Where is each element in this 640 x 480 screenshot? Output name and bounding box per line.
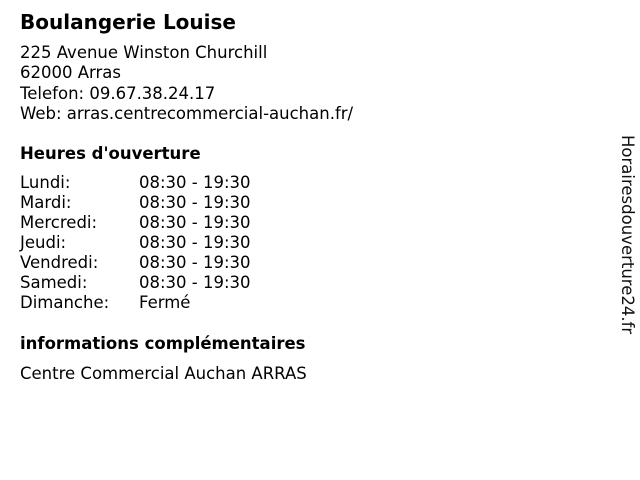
hours-row-saturday xyxy=(20,273,251,293)
street-address: 225 Avenue Winston Churchill xyxy=(20,43,268,62)
hours-value: 08:30 - 19:30 xyxy=(139,173,251,192)
hours-row-wednesday xyxy=(20,213,251,233)
hours-row-friday xyxy=(20,253,251,273)
watermark-text: Horairesdouverture24.fr xyxy=(618,135,637,335)
hours-value: 08:30 - 19:30 xyxy=(139,193,251,212)
additional-info-text: Centre Commercial Auchan ARRAS xyxy=(20,364,307,383)
business-name: Boulangerie Louise xyxy=(20,10,236,34)
address-block xyxy=(20,43,353,124)
day-label: Jeudi: xyxy=(20,233,67,252)
hours-value: 08:30 - 19:30 xyxy=(139,253,251,272)
day-label: Samedi: xyxy=(20,273,88,292)
website-link[interactable]: Web: arras.centrecommercial-auchan.fr/ xyxy=(20,103,354,123)
day-label: Dimanche: xyxy=(20,293,110,312)
hours-row-tuesday xyxy=(20,193,251,213)
hours-value: 08:30 - 19:30 xyxy=(139,273,251,292)
additional-info-heading: informations complémentaires xyxy=(20,334,306,353)
hours-row-thursday xyxy=(20,233,251,253)
hours-row-sunday xyxy=(20,293,251,313)
day-label: Mercredi: xyxy=(20,213,98,232)
opening-hours-table xyxy=(20,173,251,313)
day-label: Lundi: xyxy=(20,173,71,192)
hours-row-monday xyxy=(20,173,251,193)
hours-value: Fermé xyxy=(139,293,191,312)
phone-number[interactable]: Telefon: 09.67.38.24.17 xyxy=(20,83,216,103)
city-postal: 62000 Arras xyxy=(20,63,122,83)
opening-hours-heading: Heures d'ouverture xyxy=(20,144,201,163)
day-label: Vendredi: xyxy=(20,253,99,272)
day-label: Mardi: xyxy=(20,193,72,212)
site-watermark xyxy=(612,135,640,375)
hours-value: 08:30 - 19:30 xyxy=(139,213,251,232)
hours-value: 08:30 - 19:30 xyxy=(139,233,251,252)
